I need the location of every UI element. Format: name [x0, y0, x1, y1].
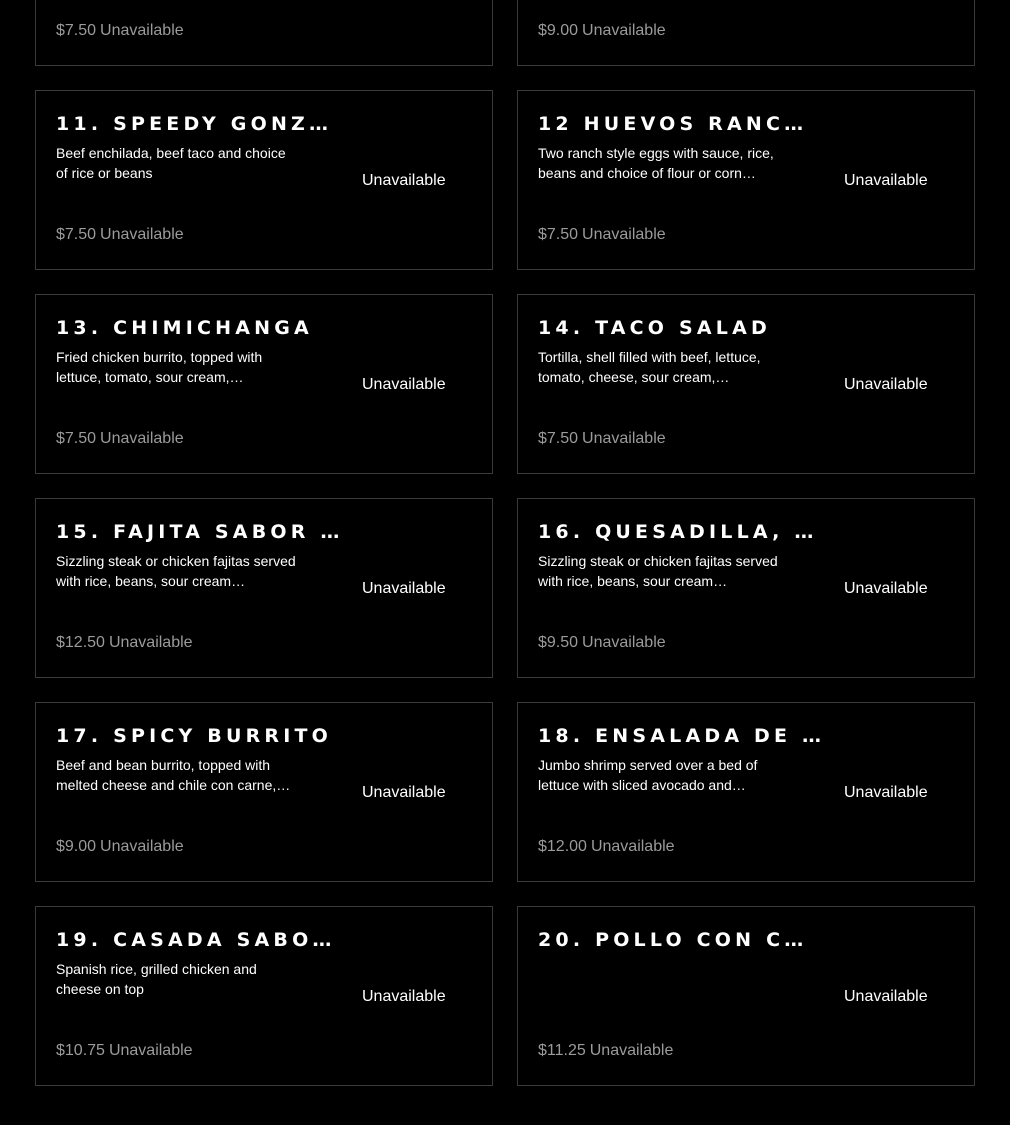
menu-item-price-line: [56, 1041, 193, 1061]
availability-status: Unavailable: [844, 580, 928, 597]
menu-item-title: 18. ENSALADA DE …: [538, 725, 826, 747]
menu-item-price-status: Unavailable: [100, 838, 184, 855]
menu-grid: [35, 0, 975, 1086]
menu-item-price-line: [56, 225, 184, 245]
menu-item-description: Spanish rice, grilled chicken and cheese on top: [56, 961, 257, 997]
menu-item-card[interactable]: [35, 906, 493, 1086]
availability-status: Unavailable: [362, 988, 446, 1005]
menu-item-price-status: Unavailable: [589, 1042, 674, 1059]
menu-item-card[interactable]: [517, 498, 975, 678]
menu-item-price-status: Unavailable: [582, 22, 666, 39]
menu-item-price: $7.50: [538, 226, 579, 243]
menu-item-price: $12.00: [538, 838, 587, 855]
menu-item-price: $9.00: [56, 838, 97, 855]
availability-status: Unavailable: [844, 988, 928, 1005]
menu-item-title: 20. POLLO CON C…: [538, 929, 808, 951]
menu-item-price-status: Unavailable: [108, 1042, 193, 1059]
menu-item-card[interactable]: [35, 702, 493, 882]
menu-item-title: 15. FAJITA SABOR …: [56, 521, 344, 543]
menu-item-price-status: Unavailable: [100, 22, 184, 39]
menu-item-price-status: Unavailable: [100, 226, 184, 243]
menu-item-title: 13. CHIMICHANGA: [56, 317, 313, 339]
menu-item-price: $9.50: [538, 634, 579, 651]
menu-item-description: Beef enchilada, beef taco and choice of rice or beans: [56, 145, 286, 181]
menu-item-description: Tortilla, shell filled with beef, lettuce, tomato, cheese, sour cream,…: [538, 349, 761, 385]
menu-item-price: $7.50: [56, 226, 97, 243]
menu-item-description: Two ranch style eggs with sauce, rice, beans and choice of flour or corn…: [538, 145, 774, 181]
menu-item-description: Sizzling steak or chicken fajitas served with rice, beans, sour cream…: [538, 553, 778, 589]
availability-status: Unavailable: [844, 172, 928, 189]
menu-item-title: 16. QUESADILLA, …: [538, 521, 818, 543]
menu-item-price-line: [56, 21, 184, 41]
availability-status: Unavailable: [362, 376, 446, 393]
menu-item-price: $11.25: [538, 1042, 586, 1059]
menu-item-card[interactable]: [35, 498, 493, 678]
menu-item-description: Fried chicken burrito, topped with lettuce, tomato, sour cream,…: [56, 349, 263, 385]
menu-item-price: $9.00: [538, 22, 579, 39]
menu-item-price-line: [56, 633, 193, 653]
menu-item-price-status: Unavailable: [582, 226, 666, 243]
menu-item-title: 17. SPICY BURRITO: [56, 725, 333, 747]
menu-item-price-line: [538, 21, 666, 41]
menu-item-title: 19. CASADA SABO…: [56, 929, 336, 951]
menu-item-card[interactable]: [517, 90, 975, 270]
availability-status: Unavailable: [362, 580, 446, 597]
menu-item-price: $12.50: [56, 634, 105, 651]
menu-item-card[interactable]: [517, 0, 975, 66]
menu-item-title: 11. SPEEDY GONZ…: [56, 113, 333, 135]
menu-item-price: $7.50: [538, 430, 579, 447]
menu-item-price-status: Unavailable: [100, 430, 184, 447]
availability-status: Unavailable: [362, 784, 446, 801]
menu-item-price-status: Unavailable: [582, 634, 666, 651]
menu-item-price-line: [56, 837, 184, 857]
menu-item-price-line: [56, 429, 184, 449]
menu-item-card[interactable]: [35, 0, 493, 66]
menu-item-description: Beef and bean burrito, topped with melted cheese and chile con carne,…: [56, 757, 291, 793]
menu-item-price-line: [538, 225, 666, 245]
menu-item-description: Jumbo shrimp served over a bed of lettuce with sliced avocado and…: [538, 757, 758, 793]
menu-item-price: $7.50: [56, 22, 97, 39]
menu-item-price-status: Unavailable: [590, 838, 675, 855]
menu-item-card[interactable]: [517, 294, 975, 474]
menu-item-title: 12 HUEVOS RANC…: [538, 113, 808, 135]
menu-item-card[interactable]: [35, 90, 493, 270]
menu-item-description: Sizzling steak or chicken fajitas served with rice, beans, sour cream…: [56, 553, 296, 589]
menu-item-title: 14. TACO SALAD: [538, 317, 771, 339]
menu-item-card[interactable]: [517, 906, 975, 1086]
menu-item-card[interactable]: [517, 702, 975, 882]
menu-item-price-line: [538, 429, 666, 449]
menu-item-card[interactable]: [35, 294, 493, 474]
menu-item-price-line: [538, 1041, 673, 1061]
menu-item-price-line: [538, 837, 675, 857]
menu-item-price: $10.75: [56, 1042, 105, 1059]
page-bottom-band: [0, 1100, 1010, 1125]
menu-item-price: $7.50: [56, 430, 97, 447]
menu-item-price-status: Unavailable: [108, 634, 193, 651]
availability-status: Unavailable: [844, 376, 928, 393]
menu-item-price-line: [538, 633, 666, 653]
menu-item-price-status: Unavailable: [582, 430, 666, 447]
availability-status: Unavailable: [844, 784, 928, 801]
availability-status: Unavailable: [362, 172, 446, 189]
